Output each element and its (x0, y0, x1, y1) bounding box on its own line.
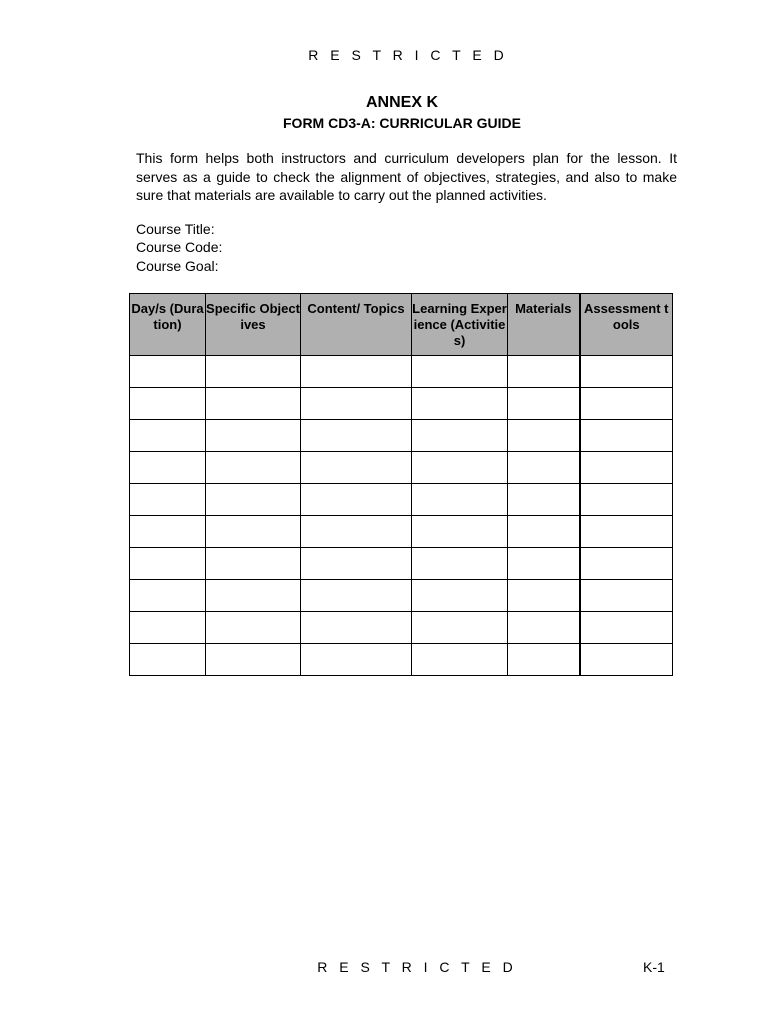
table-cell-assessment[interactable] (580, 420, 673, 452)
table-cell-objectives[interactable] (206, 516, 301, 548)
table-cell-learning-experience[interactable] (412, 516, 508, 548)
table-cell-content[interactable] (301, 516, 412, 548)
table-row (130, 484, 673, 516)
table-cell-materials[interactable] (508, 612, 580, 644)
table-cell-days[interactable] (130, 548, 206, 580)
column-header-assessment: Assessment tools (580, 294, 673, 356)
table-cell-days[interactable] (130, 452, 206, 484)
table-cell-learning-experience[interactable] (412, 356, 508, 388)
table-row (130, 548, 673, 580)
table-cell-materials[interactable] (508, 452, 580, 484)
table-cell-content[interactable] (301, 580, 412, 612)
column-header-content: Content/ Topics (301, 294, 412, 356)
table-cell-content[interactable] (301, 612, 412, 644)
table-cell-content[interactable] (301, 452, 412, 484)
column-header-objectives: Specific Objectives (206, 294, 301, 356)
table-cell-materials[interactable] (508, 484, 580, 516)
table-row (130, 516, 673, 548)
table-cell-content[interactable] (301, 420, 412, 452)
course-fields (136, 220, 222, 275)
table-cell-content[interactable] (301, 548, 412, 580)
table-cell-materials[interactable] (508, 644, 580, 676)
table-cell-learning-experience[interactable] (412, 484, 508, 516)
table-row (130, 420, 673, 452)
table-cell-learning-experience[interactable] (412, 420, 508, 452)
column-header-learning-experience: Learning Experience (Activities) (412, 294, 508, 356)
table-cell-content[interactable] (301, 484, 412, 516)
course-title-label: Course Title: (136, 221, 215, 237)
table-cell-days[interactable] (130, 612, 206, 644)
annex-title: ANNEX K (365, 94, 438, 111)
table-row (130, 388, 673, 420)
table-body (130, 356, 673, 676)
table-cell-learning-experience[interactable] (412, 644, 508, 676)
table-cell-objectives[interactable] (206, 644, 301, 676)
table-cell-days[interactable] (130, 580, 206, 612)
course-goal-label: Course Goal: (136, 257, 219, 274)
table-cell-days[interactable] (130, 388, 206, 420)
table-row (130, 452, 673, 484)
table-header-row (130, 294, 673, 356)
intro-paragraph: This form helps both instructors and curriculum developers plan for the lesson. It serves as a guide to check the alignment of objectives, strategies, and also to make sure that materials are available to carry out the planned activities. (136, 150, 677, 203)
column-header-days: Day/s (Duration) (130, 294, 206, 356)
page-number: K-1 (643, 959, 665, 975)
table-cell-objectives[interactable] (206, 548, 301, 580)
table-cell-learning-experience[interactable] (412, 580, 508, 612)
table-cell-content[interactable] (301, 644, 412, 676)
table-cell-assessment[interactable] (580, 548, 673, 580)
table-row (130, 612, 673, 644)
table-cell-assessment[interactable] (580, 356, 673, 388)
form-title: FORM CD3-A: CURRICULAR GUIDE (283, 115, 521, 131)
table-cell-learning-experience[interactable] (412, 548, 508, 580)
table-cell-days[interactable] (130, 484, 206, 516)
column-header-materials: Materials (508, 294, 580, 356)
table-cell-assessment[interactable] (580, 612, 673, 644)
table-cell-assessment[interactable] (580, 516, 673, 548)
curricular-guide-table (129, 293, 673, 676)
table-cell-objectives[interactable] (206, 452, 301, 484)
table-cell-objectives[interactable] (206, 484, 301, 516)
table-cell-objectives[interactable] (206, 388, 301, 420)
table-cell-materials[interactable] (508, 356, 580, 388)
table-row (130, 580, 673, 612)
table-cell-days[interactable] (130, 516, 206, 548)
table-cell-materials[interactable] (508, 420, 580, 452)
table-cell-days[interactable] (130, 420, 206, 452)
table-cell-assessment[interactable] (580, 388, 673, 420)
course-code-label: Course Code: (136, 239, 223, 256)
table-cell-objectives[interactable] (206, 356, 301, 388)
table-cell-assessment[interactable] (580, 580, 673, 612)
table-cell-content[interactable] (301, 356, 412, 388)
footer-restricted-marking: R E S T R I C T E D (317, 959, 517, 975)
table-cell-objectives[interactable] (206, 612, 301, 644)
table-cell-learning-experience[interactable] (412, 388, 508, 420)
table-row (130, 356, 673, 388)
header-restricted-marking: R E S T R I C T E D (308, 47, 508, 63)
table-cell-days[interactable] (130, 356, 206, 388)
table-cell-materials[interactable] (508, 388, 580, 420)
table-cell-assessment[interactable] (580, 484, 673, 516)
table-cell-assessment[interactable] (580, 644, 673, 676)
table-cell-materials[interactable] (508, 548, 580, 580)
table-cell-materials[interactable] (508, 580, 580, 612)
table-cell-learning-experience[interactable] (412, 452, 508, 484)
table-cell-days[interactable] (130, 644, 206, 676)
table-row (130, 644, 673, 676)
table-cell-objectives[interactable] (206, 420, 301, 452)
table-cell-objectives[interactable] (206, 580, 301, 612)
table-cell-content[interactable] (301, 388, 412, 420)
table-cell-learning-experience[interactable] (412, 612, 508, 644)
table-cell-assessment[interactable] (580, 452, 673, 484)
table-cell-materials[interactable] (508, 516, 580, 548)
